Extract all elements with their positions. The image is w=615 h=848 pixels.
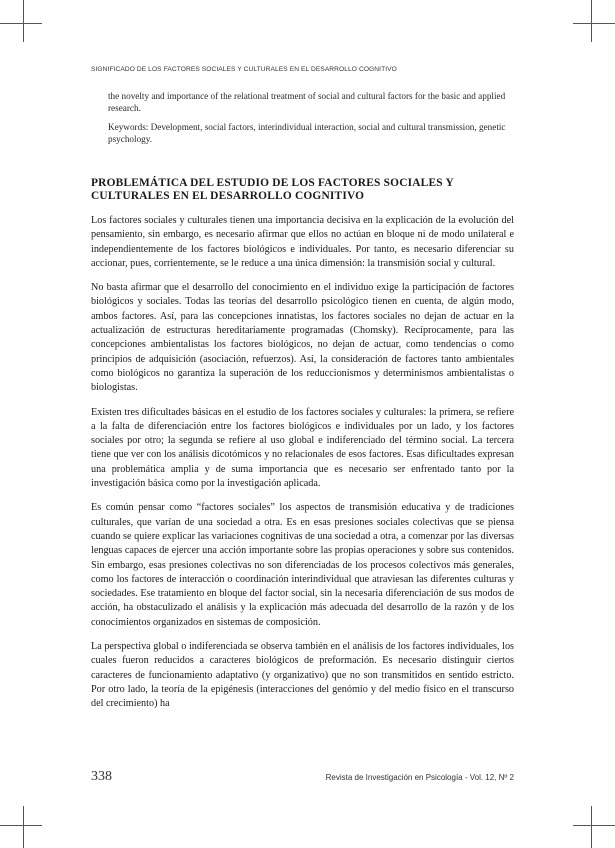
running-head: SIGNIFICADO DE LOS FACTORES SOCIALES Y CULTURALES EN EL DESARROLLO COGNITIVO (91, 66, 397, 73)
paragraph: No basta afirmar que el desarrollo del conocimiento en el individuo exige la participación de factores biológicos y sociales. Todas las teorías del desarrollo psicológico tienen en cuenta, de algún modo, ambos factores. Así, para las concepciones innatistas, los factores sociales no dejan de actuar en la actualización de estructuras hereditariamente programadas (Chomsky). Recíprocamente, para las concepciones ambientalistas los factores biológicos, no dejan de actuar, como tendencias o como principios de adquisición (asociación, refuerzos). Así, la consideración de factores tanto ambientales como biológicos no garantiza la superación de los reduccionismos y determinismos ambientalistas o biologistas. (91, 282, 514, 394)
crop-mark (591, 0, 592, 42)
keywords: Keywords: Development, social factors, interindividual interaction, social and cultural transmission, genetic psychology. (108, 121, 506, 145)
paragraph: Los factores sociales y culturales tienen una importancia decisiva en la explicación de la evolución del pensamiento, sin embargo, es necesario afirmar que ellos no actúan en bloque ni de modo unilateral e independientemente de los factores biológicos e individuales. Por tanto, es necesario diferenciar su accionar, pues, corrientemente, se le reduce a una única dimensión: la transmisión social y cultural. (91, 215, 514, 269)
paragraph: La perspectiva global o indiferenciada se observa también en el análisis de los factores individuales, los cuales fueron reducidos a caracteres biológicos de preformación. Es necesario distinguir ciertos caracteres de funcionamiento adaptativo (y organizativo) que no son transmitidos en sentido estricto. Por otro lado, la teoría de la epigénesis (interacciones del genómio y del medio físico en el transcurso del crecimiento) ha (91, 641, 514, 710)
crop-mark (591, 806, 592, 848)
journal-name: Revista de Investigación en Psicología - Vol. 12, Nº 2 (325, 773, 514, 782)
paragraph: Es común pensar como “factores sociales” los aspectos de transmisión educativa y de tradiciones culturales, que varían de una sociedad a otra. Es en esas presiones sociales colectivas que se piensa cuando se quiere explicar las variaciones cognitivas de una sociedad a otra, a comenzar por las diversas lenguas capaces de ejercer una acción importante sobre las propias operaciones y sobre sus contenidos. Sin embargo, esas presiones colectivas no son diferenciadas de los procesos colectivos más generales, como los factores de interacción o coordinación interindividual que atraviesan las diferentes culturas y sociedades. Ese tratamiento en bloque del factor social, sin la necesaria diferenciación de sus modos de acción, ha obstaculizado el análisis y la explicación más adecuada del desarrollo de la razón y de los conocimientos organizados en sistemas de composición. (91, 502, 514, 628)
page-number: 338 (91, 769, 112, 784)
section-heading: PROBLEMÁTICA DEL ESTUDIO DE LOS FACTORES SOCIALES Y CULTURALES EN EL DESARROLLO COGNITIVO (91, 177, 454, 202)
abstract-block (108, 90, 514, 152)
paragraph: Existen tres dificultades básicas en el estudio de los factores sociales y culturales: la primera, se refiere a la falta de diferenciación entre los factores biológicos e individuales por un lado, y los factores sociales por otro; la segunda se refiere al uso global e indiferenciado del término social. La tercera tiene que ver con los análisis dicotómicos y no relacionales de esos factores. Esas dificultades expresan una problemática amplia y de suma importancia que es necesario ser enfrentado tanto por la investigación básica como por la investigación aplicada. (91, 406, 514, 490)
crop-mark (573, 825, 615, 826)
crop-mark (573, 23, 615, 24)
crop-mark (23, 0, 24, 42)
crop-mark (0, 825, 42, 826)
body-text (91, 214, 514, 722)
abstract-continuation: the novelty and importance of the relational treatment of social and cultural factors for the basic and applied research. (108, 91, 506, 114)
crop-mark (23, 806, 24, 848)
crop-mark (0, 23, 42, 24)
